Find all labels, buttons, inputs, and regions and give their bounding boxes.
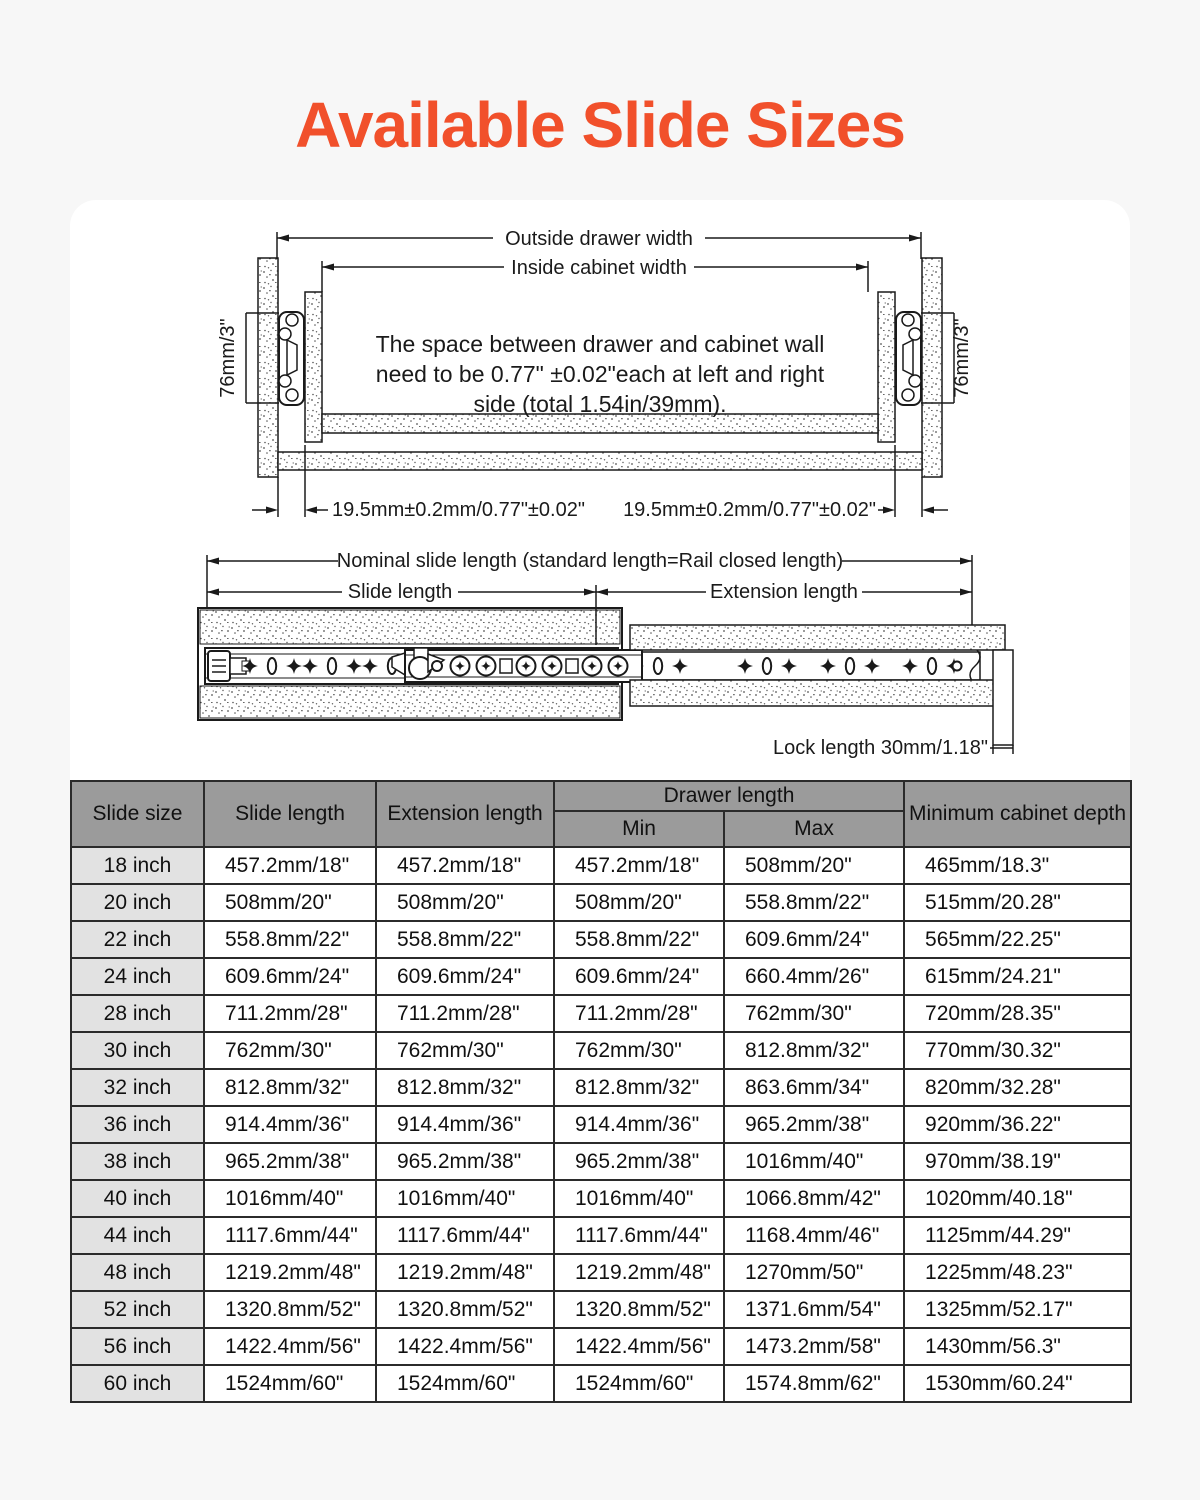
slide-size-cell: 38 inch: [71, 1143, 204, 1180]
slide-height-label-left: 76mm/3": [217, 318, 239, 398]
table-row: [71, 921, 1131, 958]
table-row: [71, 1291, 1131, 1328]
extension-length-cell: 1422.4mm/56": [376, 1328, 554, 1365]
min-cabinet-depth-cell: 1430mm/56.3": [904, 1328, 1131, 1365]
slide-length-cell: 609.6mm/24": [204, 958, 376, 995]
slide-length-cell: 1117.6mm/44": [204, 1217, 376, 1254]
nominal-length-label: Nominal slide length (standard length=Rail closed length): [336, 550, 844, 572]
extension-length-cell: 508mm/20": [376, 884, 554, 921]
slide-size-cell: 48 inch: [71, 1254, 204, 1291]
table-row: [71, 1069, 1131, 1106]
extension-length-label: Extension length: [710, 581, 858, 603]
slide-size-cell: 28 inch: [71, 995, 204, 1032]
slide-profile-right: [896, 312, 921, 405]
drawer-min-cell: 1422.4mm/56": [554, 1328, 724, 1365]
drawer-min-cell: 1117.6mm/44": [554, 1217, 724, 1254]
drawer-max-cell: 1371.6mm/54": [724, 1291, 904, 1328]
header-extension-length: Extension length: [376, 781, 554, 847]
slide-length-cell: 457.2mm/18": [204, 847, 376, 884]
cabinet-wall-right: [922, 258, 942, 477]
rail-hole: [953, 662, 962, 671]
min-cabinet-depth-cell: 515mm/20.28": [904, 884, 1131, 921]
drawer-max-cell: 558.8mm/22": [724, 884, 904, 921]
min-cabinet-depth-cell: 465mm/18.3": [904, 847, 1131, 884]
slide-length-cell: 965.2mm/38": [204, 1143, 376, 1180]
header-drawer-length: Drawer length: [554, 781, 904, 811]
cabinet-wall-left: [258, 258, 278, 477]
slide-length-cell: 1016mm/40": [204, 1180, 376, 1217]
table-row: [71, 1143, 1131, 1180]
drawer-min-cell: 1524mm/60": [554, 1365, 724, 1402]
min-cabinet-depth-cell: 565mm/22.25": [904, 921, 1131, 958]
slide-size-cell: 20 inch: [71, 884, 204, 921]
drawer-max-cell: 1016mm/40": [724, 1143, 904, 1180]
table-row: [71, 1032, 1131, 1069]
slide-length-cell: 508mm/20": [204, 884, 376, 921]
outside-drawer-width-label: Outside drawer width: [505, 228, 693, 250]
drawer-max-cell: 508mm/20": [724, 847, 904, 884]
drawer-min-cell: 1219.2mm/48": [554, 1254, 724, 1291]
extension-length-cell: 1016mm/40": [376, 1180, 554, 1217]
extension-length-cell: 1320.8mm/52": [376, 1291, 554, 1328]
min-cabinet-depth-cell: 820mm/32.28": [904, 1069, 1131, 1106]
extension-rail: [618, 648, 980, 684]
svg-text:side (total 1.54in/39mm).: side (total 1.54in/39mm).: [473, 391, 727, 417]
table-row: [71, 958, 1131, 995]
extension-length-cell: 1524mm/60": [376, 1365, 554, 1402]
drawer-max-cell: 1574.8mm/62": [724, 1365, 904, 1402]
drawer-min-cell: 457.2mm/18": [554, 847, 724, 884]
drawer-max-cell: 762mm/30": [724, 995, 904, 1032]
slide-size-cell: 40 inch: [71, 1180, 204, 1217]
extension-length-cell: 965.2mm/38": [376, 1143, 554, 1180]
drawer-min-cell: 1016mm/40": [554, 1180, 724, 1217]
header-slide-size: Slide size: [71, 781, 204, 847]
min-cabinet-depth-cell: 720mm/28.35": [904, 995, 1131, 1032]
drawer-max-cell: 609.6mm/24": [724, 921, 904, 958]
slide-length-label: Slide length: [347, 581, 453, 603]
extension-length-cell: 1117.6mm/44": [376, 1217, 554, 1254]
cabinet-bottom-panel: [278, 452, 922, 470]
slide-height-label-right: 76mm/3": [951, 318, 973, 398]
slide-length-cell: 711.2mm/28": [204, 995, 376, 1032]
lock-length-dimension: [990, 745, 1013, 754]
drawer-min-cell: 508mm/20": [554, 884, 724, 921]
svg-text:need to be 0.77" ±0.02"each at: need to be 0.77" ±0.02"each at left and right: [375, 361, 825, 387]
slide-length-cell: 812.8mm/32": [204, 1069, 376, 1106]
slide-size-cell: 30 inch: [71, 1032, 204, 1069]
header-slide-length: Slide length: [204, 781, 376, 847]
extension-length-cell: 609.6mm/24": [376, 958, 554, 995]
min-cabinet-depth-cell: 1020mm/40.18": [904, 1180, 1131, 1217]
drawer-min-cell: 711.2mm/28": [554, 995, 724, 1032]
extension-length-cell: 914.4mm/36": [376, 1106, 554, 1143]
spacing-note: [376, 331, 825, 417]
table-row: [71, 847, 1131, 884]
drawer-width-diagram: [70, 205, 1130, 545]
header-drawer-min: Min: [554, 811, 724, 847]
slide-length-cell: 1219.2mm/48": [204, 1254, 376, 1291]
table-row: [71, 995, 1131, 1032]
extension-length-cell: 711.2mm/28": [376, 995, 554, 1032]
drawer-min-cell: 914.4mm/36": [554, 1106, 724, 1143]
drawer-max-cell: 1473.2mm/58": [724, 1328, 904, 1365]
drawer-max-cell: 863.6mm/34": [724, 1069, 904, 1106]
gap-label-right: 19.5mm±0.2mm/0.77"±0.02": [623, 499, 876, 521]
slide-size-cell: 32 inch: [71, 1069, 204, 1106]
drawer-max-cell: 1270mm/50": [724, 1254, 904, 1291]
table-row: [71, 1106, 1131, 1143]
min-cabinet-depth-cell: 770mm/30.32": [904, 1032, 1131, 1069]
min-cabinet-depth-cell: 1325mm/52.17": [904, 1291, 1131, 1328]
extension-length-cell: 1219.2mm/48": [376, 1254, 554, 1291]
extension-length-cell: 558.8mm/22": [376, 921, 554, 958]
table-header: [71, 781, 1131, 847]
drawer-max-cell: 660.4mm/26": [724, 958, 904, 995]
drawer-min-cell: 762mm/30": [554, 1032, 724, 1069]
slide-length-cell: 762mm/30": [204, 1032, 376, 1069]
drawer-max-cell: 812.8mm/32": [724, 1032, 904, 1069]
drawer-min-cell: 965.2mm/38": [554, 1143, 724, 1180]
header-drawer-max: Max: [724, 811, 904, 847]
lock-length-label: Lock length 30mm/1.18": [773, 737, 988, 759]
table-row: [71, 1365, 1131, 1402]
min-cabinet-depth-cell: 920mm/36.22": [904, 1106, 1131, 1143]
slide-length-cell: 558.8mm/22": [204, 921, 376, 958]
slide-length-cell: 1422.4mm/56": [204, 1328, 376, 1365]
slide-length-cell: 1524mm/60": [204, 1365, 376, 1402]
table-row: [71, 1328, 1131, 1365]
min-cabinet-depth-cell: 615mm/24.21": [904, 958, 1131, 995]
drawer-max-cell: 1066.8mm/42": [724, 1180, 904, 1217]
min-cabinet-depth-cell: 1225mm/48.23": [904, 1254, 1131, 1291]
page-title: Available Slide Sizes: [295, 89, 905, 161]
extension-length-cell: 762mm/30": [376, 1032, 554, 1069]
slide-length-cell: 914.4mm/36": [204, 1106, 376, 1143]
table-body: [71, 847, 1131, 1402]
header-min-cabinet-depth: Minimum cabinet depth: [904, 781, 1131, 847]
drawer-max-cell: 965.2mm/38": [724, 1106, 904, 1143]
drawer-min-cell: 1320.8mm/52": [554, 1291, 724, 1328]
table-row: [71, 1180, 1131, 1217]
drawer-min-cell: 812.8mm/32": [554, 1069, 724, 1106]
drawer-min-cell: 558.8mm/22": [554, 921, 724, 958]
drawer-wall-right: [878, 292, 895, 442]
svg-text:The space between drawer and c: The space between drawer and cabinet wall: [375, 331, 825, 357]
min-cabinet-depth-cell: 1125mm/44.29": [904, 1217, 1131, 1254]
slide-sizes-table: [70, 780, 1132, 1403]
table-row: [71, 1254, 1131, 1291]
drawer-max-cell: 1168.4mm/46": [724, 1217, 904, 1254]
table-row: [71, 884, 1131, 921]
drawer-member: [630, 625, 1013, 745]
extension-length-cell: 812.8mm/32": [376, 1069, 554, 1106]
slide-size-cell: 60 inch: [71, 1365, 204, 1402]
middle-rail: [392, 648, 642, 682]
table-row: [71, 1217, 1131, 1254]
drawer-wall-left: [305, 292, 322, 442]
extension-length-cell: 457.2mm/18": [376, 847, 554, 884]
inside-cabinet-width-label: Inside cabinet width: [511, 257, 687, 279]
slide-size-cell: 56 inch: [71, 1328, 204, 1365]
slide-length-cell: 1320.8mm/52": [204, 1291, 376, 1328]
min-cabinet-depth-cell: 1530mm/60.24": [904, 1365, 1131, 1402]
slide-profile-left: [279, 312, 304, 405]
gap-label-left: 19.5mm±0.2mm/0.77"±0.02": [332, 499, 585, 521]
slide-size-cell: 52 inch: [71, 1291, 204, 1328]
slide-size-cell: 22 inch: [71, 921, 204, 958]
slide-size-cell: 24 inch: [71, 958, 204, 995]
slide-size-cell: 36 inch: [71, 1106, 204, 1143]
slide-size-cell: 44 inch: [71, 1217, 204, 1254]
slide-size-cell: 18 inch: [71, 847, 204, 884]
drawer-min-cell: 609.6mm/24": [554, 958, 724, 995]
min-cabinet-depth-cell: 970mm/38.19": [904, 1143, 1131, 1180]
slide-length-diagram: [70, 545, 1130, 780]
